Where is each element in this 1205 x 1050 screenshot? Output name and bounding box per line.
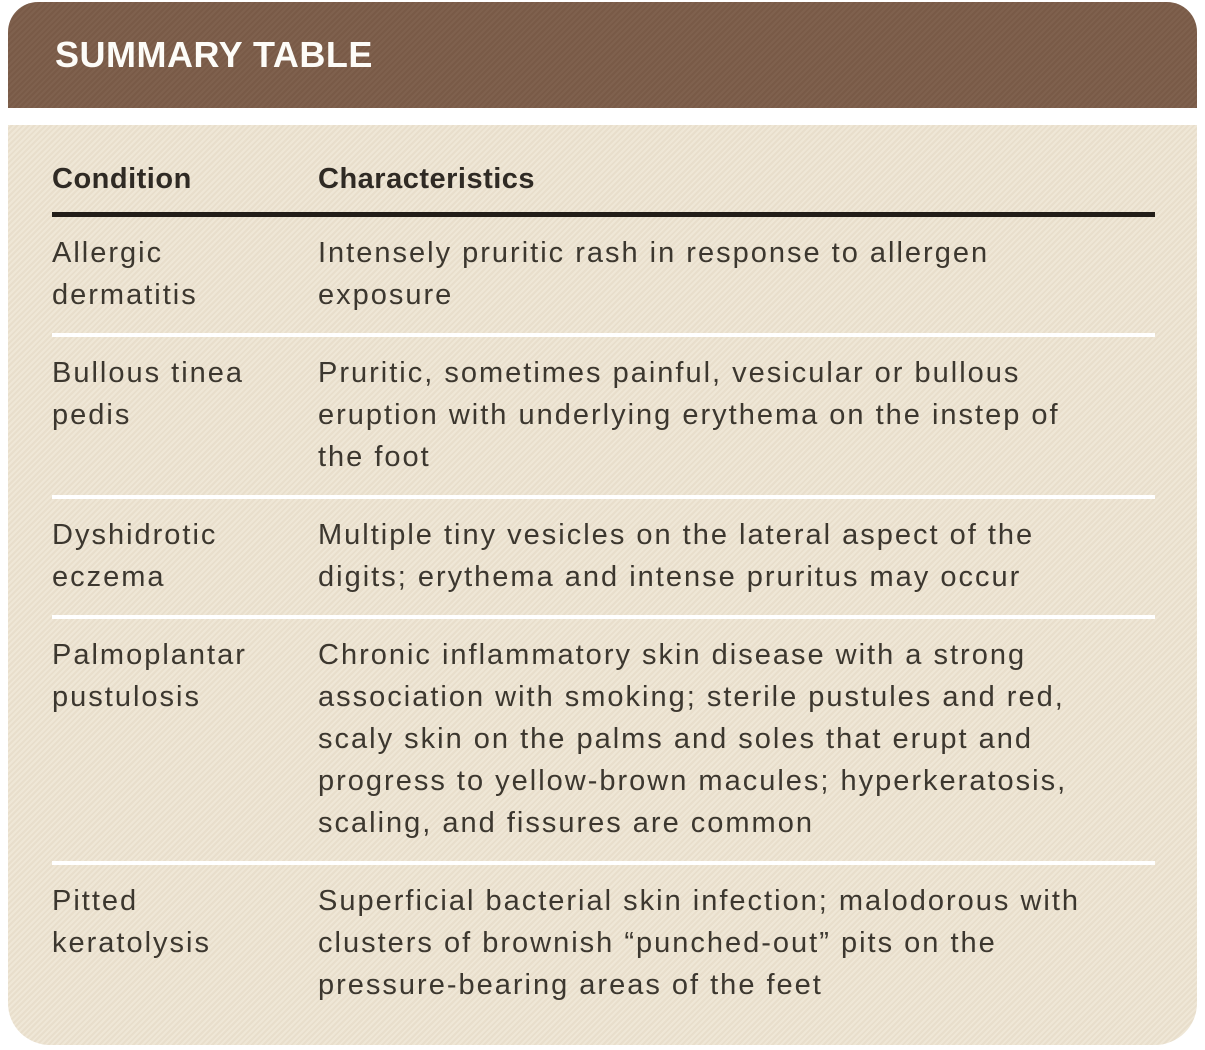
characteristics-cell: Multiple tiny vesicles on the lateral aspect of the digits; erythema and intense pruritus may occur xyxy=(318,519,1035,593)
column-header-characteristics: Characteristics xyxy=(318,163,536,195)
characteristics-cell: Intensely pruritic rash in response to allergen exposure xyxy=(318,237,990,311)
characteristics-cell: Chronic inflammatory skin disease with a strong association with smoking; sterile pustules and red, scaly skin on the palms and soles that erupt and progress to yellow-brown macules; hyperkeratosis, scaling, and fissures are common xyxy=(318,639,1068,839)
table-header-row xyxy=(52,125,1155,217)
condition-cell: Dyshidrotic eczema xyxy=(52,519,218,593)
table-row-pitted-keratolysis xyxy=(52,865,1155,1023)
condition-cell: Pitted keratolysis xyxy=(52,885,211,959)
characteristics-cell: Pruritic, sometimes painful, vesicular or bullous eruption with underlying erythema on the instep of the foot xyxy=(318,357,1060,473)
summary-table-title: SUMMARY TABLE xyxy=(55,34,373,75)
table-row-palmoplantar-pustulosis xyxy=(52,619,1155,865)
table-row-bullous-tinea-pedis xyxy=(52,337,1155,499)
column-header-condition: Condition xyxy=(52,163,192,195)
table-row-dyshidrotic-eczema xyxy=(52,499,1155,619)
condition-cell: Allergic dermatitis xyxy=(52,237,198,311)
summary-table xyxy=(52,125,1155,1023)
summary-table-header-bar xyxy=(8,2,1197,108)
condition-cell: Palmoplantar pustulosis xyxy=(52,639,247,713)
characteristics-cell: Superficial bacterial skin infection; malodorous with clusters of brownish “punched-out” pits on the pressure-bearing areas of the feet xyxy=(318,885,1081,1001)
condition-cell: Bullous tinea pedis xyxy=(52,357,245,431)
table-panel xyxy=(8,125,1197,1045)
table-row-allergic-dermatitis xyxy=(52,217,1155,337)
